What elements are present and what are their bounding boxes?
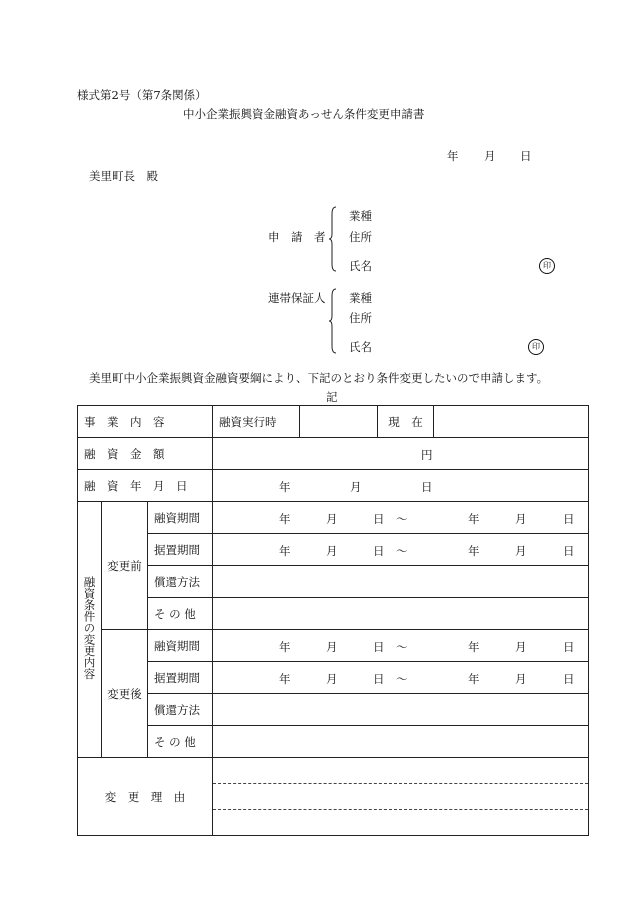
- period-m1: 月: [326, 512, 338, 526]
- after-grace-period-label: 据置期間: [148, 662, 213, 694]
- period-d2: 日: [563, 544, 575, 558]
- period-m1: 月: [326, 672, 338, 686]
- applicant-field-address: 住所: [349, 230, 372, 244]
- loan-execution-time-input[interactable]: [300, 406, 378, 438]
- period-d1: 日: [373, 672, 385, 686]
- business-content-label: 事 業 内 容: [84, 414, 165, 429]
- before-repayment-label: 償還方法: [148, 566, 213, 598]
- reason-label: 変 更 理 由: [78, 758, 213, 836]
- current-input[interactable]: [434, 406, 589, 438]
- after-repayment-label: 償還方法: [148, 694, 213, 726]
- loan-date-year: 年: [279, 480, 291, 494]
- form-number: 様式第2号（第7条関係）: [77, 88, 207, 102]
- period-m1: 月: [326, 640, 338, 654]
- period-m2: 月: [515, 544, 527, 558]
- row-loan-date: [78, 470, 589, 502]
- row-business-content: [78, 406, 589, 438]
- loan-execution-time-label: 融資実行時: [213, 406, 300, 438]
- row-reason: [78, 758, 589, 836]
- period-m2: 月: [515, 640, 527, 654]
- period-m2: 月: [515, 512, 527, 526]
- guarantor-field-address: 住所: [349, 311, 372, 325]
- row-before-other: [78, 598, 589, 630]
- period-y1: 年: [279, 672, 291, 686]
- yen-unit: 円: [421, 448, 433, 462]
- applicant-seal: 印: [539, 258, 555, 274]
- guarantor-field-type: 業種: [349, 291, 372, 305]
- before-grace-period-input[interactable]: [213, 534, 589, 566]
- row-after-repayment: [78, 694, 589, 726]
- reason-input[interactable]: [213, 758, 589, 836]
- row-after-grace-period: [78, 662, 589, 694]
- period-y1: 年: [279, 544, 291, 558]
- after-grace-period-input[interactable]: [213, 662, 589, 694]
- period-d2: 日: [563, 512, 575, 526]
- loan-date-day: 日: [421, 480, 433, 494]
- period-tilde: 〜: [396, 640, 408, 654]
- period-d1: 日: [373, 544, 385, 558]
- loan-date-label: 融 資 年 月 日: [78, 470, 213, 502]
- applicant-brace: [329, 206, 337, 272]
- form-title: 中小企業振興資金融資あっせん条件変更申請書: [183, 107, 425, 121]
- change-section-label: 融資条件の変更内容: [78, 502, 102, 758]
- period-tilde: 〜: [396, 544, 408, 558]
- after-repayment-input[interactable]: [213, 694, 589, 726]
- addressee: 美里町長 殿: [89, 169, 158, 183]
- before-other-input[interactable]: [213, 598, 589, 630]
- period-m1: 月: [326, 544, 338, 558]
- after-loan-period-input[interactable]: [213, 630, 589, 662]
- statement: 美里町中小企業振興資金融資要綱により、下記のとおり条件変更したいので申請します。: [89, 371, 549, 385]
- loan-date-input[interactable]: [213, 470, 589, 502]
- loan-amount-input[interactable]: [213, 438, 589, 470]
- period-m2: 月: [515, 672, 527, 686]
- applicant-field-type: 業種: [349, 209, 372, 223]
- date-day: 日: [520, 149, 532, 163]
- row-loan-amount: [78, 438, 589, 470]
- after-other-label: そ の 他: [148, 726, 213, 758]
- applicant-label: 申 請 者: [268, 230, 326, 244]
- guarantor-brace: [329, 288, 337, 354]
- guarantor-label: 連帯保証人: [268, 291, 326, 305]
- loan-date-month: 月: [350, 480, 362, 494]
- period-d2: 日: [563, 640, 575, 654]
- period-d2: 日: [563, 672, 575, 686]
- applicant-field-name: 氏名: [349, 259, 372, 273]
- loan-amount-label: 融 資 金 額: [78, 438, 213, 470]
- period-y2: 年: [468, 544, 480, 558]
- date-year: 年: [447, 149, 459, 163]
- ki-mark: 記: [326, 390, 338, 404]
- period-y2: 年: [468, 512, 480, 526]
- before-label: 変更前: [102, 502, 148, 630]
- period-y1: 年: [279, 640, 291, 654]
- before-other-label: そ の 他: [148, 598, 213, 630]
- before-grace-period-label: 据置期間: [148, 534, 213, 566]
- after-loan-period-label: 融資期間: [148, 630, 213, 662]
- after-label: 変更後: [102, 630, 148, 758]
- period-tilde: 〜: [396, 512, 408, 526]
- application-table: [77, 405, 589, 836]
- before-loan-period-input[interactable]: [213, 502, 589, 534]
- period-tilde: 〜: [396, 672, 408, 686]
- row-before-loan-period: [78, 502, 589, 534]
- period-d1: 日: [373, 512, 385, 526]
- row-after-loan-period: [78, 630, 589, 662]
- guarantor-field-name: 氏名: [349, 340, 372, 354]
- period-y2: 年: [468, 672, 480, 686]
- period-y2: 年: [468, 640, 480, 654]
- date-month: 月: [484, 149, 496, 163]
- period-d1: 日: [373, 640, 385, 654]
- row-before-repayment: [78, 566, 589, 598]
- after-other-input[interactable]: [213, 726, 589, 758]
- period-y1: 年: [279, 512, 291, 526]
- current-label: 現 在: [378, 406, 434, 438]
- row-before-grace-period: [78, 534, 589, 566]
- row-after-other: [78, 726, 589, 758]
- guarantor-seal: 印: [528, 339, 544, 355]
- before-loan-period-label: 融資期間: [148, 502, 213, 534]
- before-repayment-input[interactable]: [213, 566, 589, 598]
